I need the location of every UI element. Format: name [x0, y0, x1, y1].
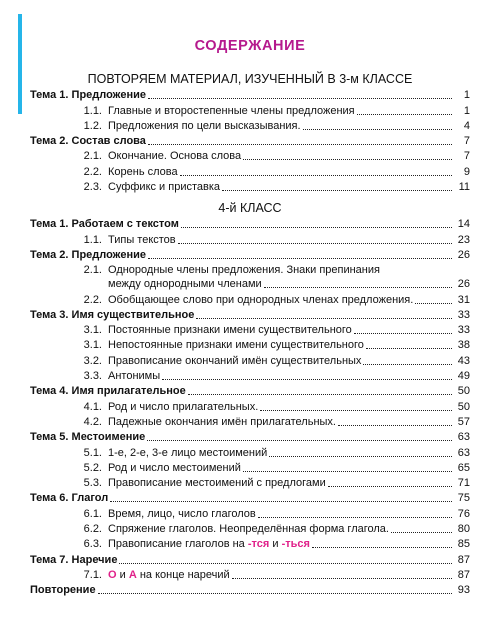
highlighted-text: -тся [247, 538, 270, 551]
toc-entry-text: Тема 2. Предложение [30, 248, 146, 261]
toc-page-number: 63 [457, 431, 470, 444]
toc-page-number: 65 [457, 461, 470, 474]
toc-page-number: 7 [463, 135, 470, 148]
toc-page-number: 80 [457, 523, 470, 536]
entry-text-part: на конце наречий [136, 568, 230, 581]
dot-leader [98, 592, 452, 594]
toc-subentry[interactable] [30, 522, 470, 537]
toc-page-number: 31 [457, 293, 470, 306]
toc-entry-text: Тема 1. Предложение [30, 89, 146, 102]
dot-leader [188, 393, 452, 395]
dot-leader [269, 455, 452, 457]
dot-leader [243, 470, 452, 472]
toc-subentry-number: 6.1. [83, 507, 102, 520]
toc-subentry-number: 3.3. [83, 370, 102, 383]
toc-entry-text [108, 568, 230, 583]
toc-topic-entry[interactable] [30, 491, 470, 506]
toc-part-1 [30, 88, 470, 195]
highlighted-text: -ться [281, 538, 310, 551]
toc-subentry[interactable] [30, 399, 470, 414]
toc-subentry[interactable] [30, 263, 470, 278]
toc-topic-entry[interactable] [30, 88, 470, 103]
toc-page-number: 26 [457, 248, 470, 261]
toc-entry-text: Непостоянные признаки имени существительного [108, 339, 364, 352]
toc-entry-text: Тема 6. Глагол [30, 492, 109, 505]
toc-entry-text: Постоянные признаки имени существительного [108, 324, 352, 337]
toc-subentry-number: 7.1. [83, 568, 102, 581]
toc-subentry-number: 3.1. [83, 339, 102, 352]
entry-text-part: и [116, 568, 129, 581]
section-heading-3rd-grade: ПОВТОРЯЕМ МАТЕРИАЛ, ИЗУЧЕННЫЙ В 3-м КЛАССЕ [87, 72, 413, 86]
toc-page-number: 14 [457, 218, 470, 231]
dot-leader [243, 158, 452, 160]
dot-leader [147, 439, 452, 441]
toc-entry-text: Однородные члены предложения. Знаки препинания [108, 264, 380, 277]
toc-entry-text: Главные и второстепенные члены предложения [108, 104, 355, 117]
toc-subentry-number: 1.2. [83, 119, 102, 132]
toc-entry-text: между однородными членами [108, 278, 262, 291]
dot-leader [260, 409, 452, 411]
toc-subentry[interactable] [30, 338, 470, 353]
toc-subentry-number: 1.1. [83, 104, 102, 117]
toc-page-number: 93 [457, 584, 470, 597]
dot-leader [148, 97, 452, 99]
toc-topic-entry[interactable] [30, 552, 470, 567]
toc-entry-review[interactable] [30, 583, 470, 598]
toc-subentry[interactable] [30, 506, 470, 521]
dot-leader [258, 516, 452, 518]
toc-subentry[interactable] [30, 164, 470, 179]
toc-subentry-number: 5.2. [83, 461, 102, 474]
toc-part-2 [30, 217, 470, 583]
toc-entry-text: 1-е, 2-е, 3-е лицо местоимений [108, 446, 268, 459]
toc-subentry-number: 2.1. [83, 150, 102, 163]
toc-subentry-number: 2.3. [83, 181, 102, 194]
dot-leader [415, 302, 452, 304]
dot-leader [303, 128, 452, 130]
toc-page-number: 87 [457, 568, 470, 581]
toc-page-number: 71 [457, 477, 470, 490]
toc-page-number: 7 [463, 150, 470, 163]
toc-entry-text: Предложения по цели высказывания. [108, 119, 301, 132]
toc-page-number: 26 [457, 278, 470, 291]
toc-entry-text: Род и число прилагательных. [108, 400, 259, 413]
toc-page-number: 49 [457, 370, 470, 383]
page-title: СОДЕРЖАНИЕ [194, 38, 306, 54]
toc-topic-entry[interactable] [30, 308, 470, 323]
dot-leader [232, 577, 452, 579]
toc-entry-text: Тема 5. Местоимение [30, 431, 146, 444]
dot-leader [148, 143, 452, 145]
toc-entry-text: Правописание окончаний имён существительных [108, 354, 362, 367]
dot-leader [148, 257, 452, 259]
dot-leader [110, 500, 452, 502]
toc-entry-text: Правописание местоимений с предлогами [108, 477, 326, 490]
toc-subentry[interactable] [30, 568, 470, 583]
toc-page-number: 33 [457, 308, 470, 321]
toc-entry-text: Род и число местоимений [108, 461, 241, 474]
toc-subentry[interactable] [30, 369, 470, 384]
toc-entry-text: Тема 1. Работаем с текстом [30, 218, 179, 231]
toc-subentry-number: 6.2. [83, 523, 102, 536]
toc-subentry-number: 1.1. [83, 233, 102, 246]
dot-leader [354, 332, 452, 334]
toc-page-number: 85 [457, 538, 470, 551]
dot-leader [312, 546, 452, 548]
toc-subentry[interactable] [30, 461, 470, 476]
toc-entry-text: Типы текстов [108, 233, 176, 246]
section-heading-4th-grade: 4-й КЛАСС [218, 201, 282, 216]
highlighted-text: О [108, 568, 117, 581]
toc-page-number: 33 [457, 324, 470, 337]
dot-leader [391, 531, 452, 533]
toc-entry-text: Падежные окончания имён прилагательных. [108, 415, 336, 428]
toc-entry-text: Обобщающее слово при однородных членах предложения. [108, 293, 414, 306]
page-border-line [18, 14, 22, 114]
dot-leader [178, 242, 452, 244]
toc-subentry-number: 5.1. [83, 446, 102, 459]
toc-subentry-number: 5.3. [83, 477, 102, 490]
toc-topic-entry[interactable] [30, 430, 470, 445]
toc-page-number: 11 [458, 181, 470, 194]
toc-subentry[interactable] [30, 415, 470, 430]
dot-leader [363, 363, 452, 365]
toc-entry-text: Спряжение глаголов. Неопределённая форма глагола. [108, 523, 389, 536]
toc-subentry[interactable] [30, 232, 470, 247]
toc-subentry-continuation[interactable] [30, 278, 470, 292]
toc-entry-text: Антонимы [108, 370, 161, 383]
toc-page-number: 76 [457, 507, 470, 520]
highlighted-text: А [128, 568, 137, 581]
toc-subentry[interactable] [30, 353, 470, 368]
toc-subentry-number: 2.1. [83, 264, 102, 277]
toc-page-number: 43 [457, 354, 470, 367]
toc-subentry-number: 3.2. [83, 354, 102, 367]
toc-page-number: 57 [457, 415, 470, 428]
toc-subentry[interactable] [30, 476, 470, 491]
toc-subentry-number: 2.2. [83, 165, 102, 178]
dot-leader [328, 485, 452, 487]
entry-text-part: Правописание глаголов на [108, 538, 248, 551]
toc-entry-text: Тема 4. Имя прилагательное [30, 385, 186, 398]
toc-page-number: 1 [463, 104, 470, 117]
toc-subentry-number: 2.2. [83, 293, 102, 306]
toc-topic-entry[interactable] [30, 384, 470, 399]
toc-subentry[interactable] [30, 103, 470, 118]
toc-subentry-number: 4.2. [83, 415, 102, 428]
toc-page-number: 1 [463, 89, 470, 102]
dot-leader [162, 378, 452, 380]
dot-leader [366, 347, 452, 349]
toc-entry-text: Тема 2. Состав слова [30, 135, 146, 148]
toc-page-number: 87 [457, 553, 470, 566]
toc-page-number: 38 [457, 339, 470, 352]
toc-page-number: 63 [457, 446, 470, 459]
toc-subentry[interactable] [30, 149, 470, 164]
toc-subentry[interactable] [30, 445, 470, 460]
dot-leader [180, 174, 452, 176]
dot-leader [264, 286, 452, 288]
toc-page-number: 23 [457, 233, 470, 246]
toc-subentry[interactable] [30, 292, 470, 307]
dot-leader [119, 562, 452, 564]
toc-page-number: 50 [457, 400, 470, 413]
toc-subentry[interactable] [30, 323, 470, 338]
toc-subentry-number: 6.3. [83, 538, 102, 551]
toc-page-number: 50 [457, 385, 470, 398]
toc-entry-text: Корень слова [108, 165, 178, 178]
dot-leader [357, 113, 452, 115]
toc-subentry[interactable] [30, 180, 470, 195]
toc-topic-entry[interactable] [30, 248, 470, 263]
toc-page-number: 75 [457, 492, 470, 505]
toc-subentry-number: 3.1. [83, 324, 102, 337]
toc-page-number: 4 [463, 119, 470, 132]
toc-entry-text: Повторение [30, 584, 96, 597]
dot-leader [222, 189, 452, 191]
toc-entry-text: Время, лицо, число глаголов [108, 507, 256, 520]
toc-entry-text: Суффикс и приставка [108, 181, 221, 194]
dot-leader [196, 317, 452, 319]
dot-leader [338, 424, 452, 426]
toc-topic-entry[interactable] [30, 134, 470, 149]
toc-topic-entry[interactable] [30, 217, 470, 232]
toc-entry-text: Тема 3. Имя существительное [30, 308, 195, 321]
entry-text-part: и [269, 538, 282, 551]
toc-entry-text: Тема 7. Наречие [30, 553, 118, 566]
toc-page-number: 9 [463, 165, 470, 178]
toc-subentry[interactable] [30, 537, 470, 552]
dot-leader [181, 226, 452, 228]
toc-subentry-number: 4.1. [83, 400, 102, 413]
toc-entry-text: Окончание. Основа слова [108, 150, 242, 163]
toc-subentry[interactable] [30, 119, 470, 134]
toc-content [30, 36, 470, 598]
toc-entry-text [108, 537, 310, 552]
